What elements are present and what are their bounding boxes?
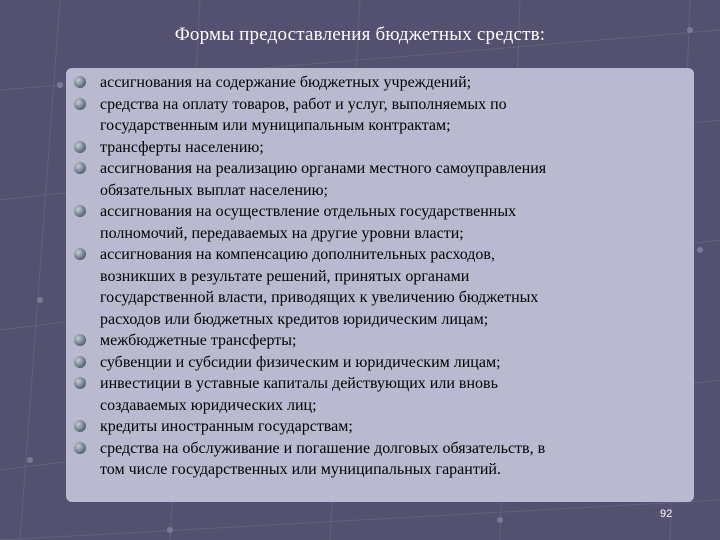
list-item-line: средства на оплату товаров, работ и услуг, выполняемых по [100, 95, 507, 113]
list-item-line: ассигнования на компенсацию дополнительных расходов, [100, 246, 495, 263]
list-item [74, 352, 674, 374]
list-item-line: ассигнования на реализацию органами местного самоуправления [100, 160, 547, 177]
list-item-line: создаваемых юридических лиц; [100, 396, 317, 414]
bullet-icon [74, 377, 86, 389]
list-item [74, 438, 674, 481]
list-item-line: государственной власти, приводящих к увеличению бюджетных [100, 289, 539, 306]
list-item [74, 244, 674, 330]
list-item-line: межбюджетные трансферты; [100, 332, 297, 349]
bullet-icon [74, 76, 86, 88]
list-item-line: средства на обслуживание и погашение долговых обязательств, в [100, 439, 546, 457]
list-item [74, 158, 674, 201]
page-number: 92 [660, 508, 673, 520]
list-item [74, 72, 674, 94]
list-item-line: кредиты иностранным государствам; [100, 418, 353, 435]
bullet-list [74, 72, 674, 481]
slide-title: Формы предоставления бюджетных средств: [174, 24, 546, 45]
list-item [74, 137, 674, 159]
list-item-line: государственным или муниципальным контрактам; [100, 117, 451, 134]
bullet-icon [74, 162, 86, 174]
list-item [74, 330, 674, 352]
list-item [74, 416, 674, 438]
bullet-icon [74, 442, 86, 454]
list-item-line: инвестиции в уставные капиталы действующих или вновь [100, 375, 498, 392]
list-item [74, 373, 674, 416]
list-item-line: ассигнования на содержание бюджетных учреждений; [100, 74, 472, 91]
bullet-icon [74, 248, 86, 260]
list-item [74, 201, 674, 244]
bullet-icon [74, 420, 86, 432]
bullet-icon [74, 356, 86, 368]
bullet-icon [74, 98, 86, 110]
bullet-icon [74, 205, 86, 217]
list-item-line: полномочий, передаваемых на другие уровни власти; [100, 224, 464, 242]
list-item-line: возникших в результате решений, принятых органами [100, 267, 470, 285]
bullet-icon [74, 334, 86, 346]
list-item-line: ассигнования на осуществление отдельных государственных [100, 203, 517, 220]
list-item-line: расходов или бюджетных кредитов юридическим лицам; [100, 310, 489, 328]
list-item-line: субвенции и субсидии физическим и юридическим лицам; [100, 353, 501, 371]
bullet-icon [74, 141, 86, 153]
list-item-line: обязательных выплат населению; [100, 181, 328, 199]
list-item-line: трансферты населению; [100, 138, 264, 156]
list-item [74, 94, 674, 137]
list-item-line: том числе государственных или муниципальных гарантий. [100, 461, 501, 478]
